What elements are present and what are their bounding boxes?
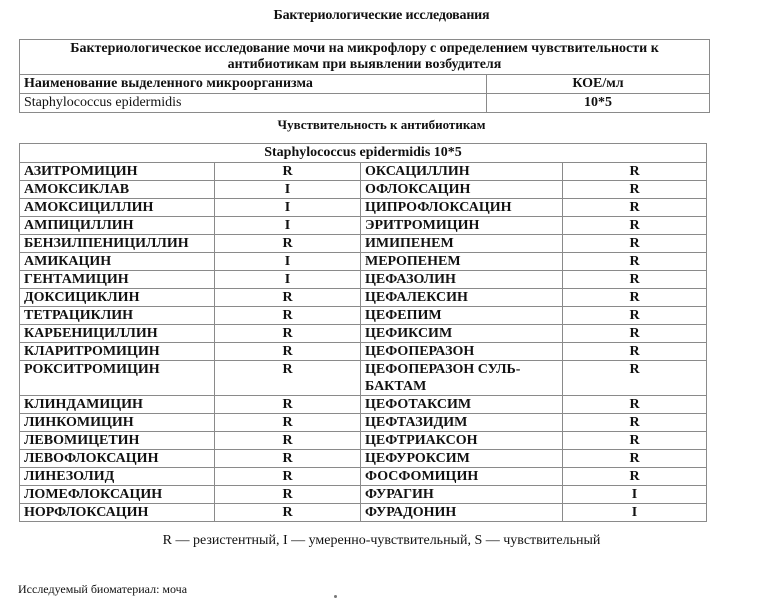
study-table-header: Бактериологическое исследование мочи на микрофлору с определением чувствительности к антибиотикам при выявлении возбудителя	[20, 40, 710, 75]
antibiotic-name-right: ЦЕФУРОКСИМ	[361, 450, 563, 468]
sensitivity-value-left: R	[215, 468, 361, 486]
sensitivity-value-left: R	[215, 289, 361, 307]
study-table	[19, 39, 710, 113]
antibiotic-name-right: ОКСАЦИЛЛИН	[361, 163, 563, 181]
sensitivity-value-left: R	[215, 235, 361, 253]
table-row	[20, 199, 707, 217]
table-row	[20, 289, 707, 307]
sensitivity-value-right: R	[563, 217, 707, 235]
table-row	[20, 432, 707, 450]
antibiotic-name-left: КЛИНДАМИЦИН	[20, 396, 215, 414]
antibiotic-name-left: АМОКСИКЛАВ	[20, 181, 215, 199]
sensitivity-value-right: R	[563, 163, 707, 181]
sensitivity-value-right: R	[563, 450, 707, 468]
antibiotic-name-left: ЛИНКОМИЦИН	[20, 414, 215, 432]
sensitivity-value-left: R	[215, 163, 361, 181]
sensitivity-value-left: R	[215, 361, 361, 396]
sensitivity-value-right: R	[563, 289, 707, 307]
antibiotic-name-left: БЕНЗИЛПЕНИЦИЛЛИН	[20, 235, 215, 253]
sensitivity-value-right: R	[563, 307, 707, 325]
sensitivity-title: Чувствительность к антибиотикам	[277, 117, 486, 132]
antibiotic-name-right: ЦЕФАЗОЛИН	[361, 271, 563, 289]
antibiotic-name-left: ЛОМЕФЛОКСАЦИН	[20, 486, 215, 504]
cfu-column-header: КОЕ/мл	[487, 75, 710, 94]
artifact-dot	[334, 595, 337, 598]
antibiotic-name-left: ЛЕВОФЛОКСАЦИН	[20, 450, 215, 468]
antibiotic-name-left: АМПИЦИЛЛИН	[20, 217, 215, 235]
antibiotic-name-right: ЦЕФТРИАКСОН	[361, 432, 563, 450]
sensitivity-value-right: R	[563, 414, 707, 432]
sensitivity-value-left: I	[215, 253, 361, 271]
sensitivity-value-left: R	[215, 432, 361, 450]
antibiotic-name-right: ИМИПЕНЕМ	[361, 235, 563, 253]
sensitivity-value-right: R	[563, 181, 707, 199]
antibiotic-name-left: ДОКСИЦИКЛИН	[20, 289, 215, 307]
antibiotic-name-left: ТЕТРАЦИКЛИН	[20, 307, 215, 325]
antibiotic-name-left: КЛАРИТРОМИЦИН	[20, 343, 215, 361]
sensitivity-table-header: Staphylococcus epidermidis 10*5	[20, 144, 707, 163]
table-row	[20, 217, 707, 235]
sensitivity-value-right: R	[563, 396, 707, 414]
sensitivity-value-left: R	[215, 486, 361, 504]
antibiotic-name-left: ЛЕВОМИЦЕТИН	[20, 432, 215, 450]
table-row	[20, 307, 707, 325]
sensitivity-table	[19, 143, 707, 522]
sensitivity-value-left: R	[215, 414, 361, 432]
sensitivity-value-left: R	[215, 307, 361, 325]
sensitivity-value-right: R	[563, 271, 707, 289]
table-row	[20, 343, 707, 361]
antibiotic-name-left: КАРБЕНИЦИЛЛИН	[20, 325, 215, 343]
sensitivity-value-left: R	[215, 325, 361, 343]
sensitivity-value-left: I	[215, 181, 361, 199]
table-row	[20, 396, 707, 414]
table-row	[20, 271, 707, 289]
sensitivity-value-right: I	[563, 486, 707, 504]
antibiotic-name-right: ЦЕФТАЗИДИМ	[361, 414, 563, 432]
antibiotic-name-right: ФУРАДОНИН	[361, 504, 563, 522]
sensitivity-value-left: I	[215, 217, 361, 235]
table-row	[20, 414, 707, 432]
table-row	[20, 468, 707, 486]
antibiotic-name-right: ФУРАГИН	[361, 486, 563, 504]
antibiotic-name-right: ЦИПРОФЛОКСАЦИН	[361, 199, 563, 217]
antibiotic-name-right: ЦЕФОПЕРАЗОН СУЛЬ-БАКТАМ	[361, 361, 563, 396]
table-row	[20, 504, 707, 522]
antibiotic-name-left: АМИКАЦИН	[20, 253, 215, 271]
sensitivity-value-left: R	[215, 396, 361, 414]
table-row	[20, 235, 707, 253]
sensitivity-value-right: R	[563, 235, 707, 253]
antibiotic-name-right: ЦЕФИКСИМ	[361, 325, 563, 343]
sensitivity-value-left: R	[215, 450, 361, 468]
table-row	[20, 486, 707, 504]
biomaterial-label: Исследуемый биоматериал: моча	[18, 582, 188, 596]
table-row	[20, 450, 707, 468]
antibiotic-name-right: ОФЛОКСАЦИН	[361, 181, 563, 199]
table-row	[20, 361, 707, 396]
sensitivity-value-right: R	[563, 343, 707, 361]
sensitivity-value-right: R	[563, 253, 707, 271]
antibiotic-name-left: АЗИТРОМИЦИН	[20, 163, 215, 181]
antibiotic-name-left: НОРФЛОКСАЦИН	[20, 504, 215, 522]
sensitivity-value-right: I	[563, 504, 707, 522]
sensitivity-value-left: I	[215, 271, 361, 289]
antibiotic-name-right: ЭРИТРОМИЦИН	[361, 217, 563, 235]
table-row	[20, 325, 707, 343]
sensitivity-value-right: R	[563, 325, 707, 343]
antibiotic-name-right: ЦЕФОТАКСИМ	[361, 396, 563, 414]
sensitivity-value-right: R	[563, 361, 707, 396]
antibiotic-name-left: АМОКСИЦИЛЛИН	[20, 199, 215, 217]
antibiotic-name-left: ЛИНЕЗОЛИД	[20, 468, 215, 486]
sensitivity-value-right: R	[563, 199, 707, 217]
sensitivity-value-left: R	[215, 504, 361, 522]
antibiotic-name-right: ЦЕФОПЕРАЗОН	[361, 343, 563, 361]
sensitivity-value-right: R	[563, 432, 707, 450]
antibiotic-name-right: ЦЕФЕПИМ	[361, 307, 563, 325]
organism-column-header: Наименование выделенного микроорганизма	[20, 75, 487, 94]
antibiotic-name-right: ЦЕФАЛЕКСИН	[361, 289, 563, 307]
document-title: Бактериологические исследования	[273, 8, 490, 23]
table-row	[20, 163, 707, 181]
sensitivity-value-left: R	[215, 343, 361, 361]
organism-name: Staphylococcus epidermidis	[20, 94, 487, 113]
legend-text: R — резистентный, I — умеренно-чувствительный, S — чувствительный	[162, 533, 601, 548]
table-row	[20, 253, 707, 271]
sensitivity-value-right: R	[563, 468, 707, 486]
antibiotic-name-right: МЕРОПЕНЕМ	[361, 253, 563, 271]
table-row	[20, 181, 707, 199]
sensitivity-value-left: I	[215, 199, 361, 217]
antibiotic-name-right: ФОСФОМИЦИН	[361, 468, 563, 486]
antibiotic-name-left: РОКСИТРОМИЦИН	[20, 361, 215, 396]
cfu-value: 10*5	[487, 94, 710, 113]
antibiotic-name-left: ГЕНТАМИЦИН	[20, 271, 215, 289]
